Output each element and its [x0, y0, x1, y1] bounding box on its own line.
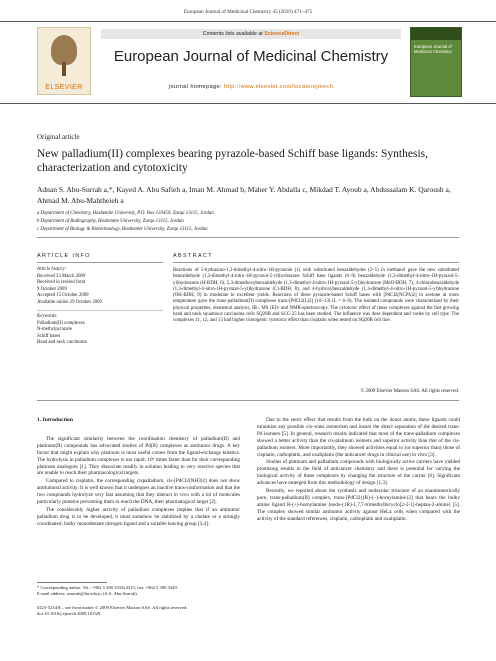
contents-bar [101, 29, 401, 39]
article-history [37, 267, 163, 307]
divider [37, 400, 459, 401]
homepage-prefix: journal homepage: [168, 84, 224, 90]
article-type: Original article [37, 133, 80, 141]
body-column-right [257, 417, 460, 524]
history-label: Article history: [37, 267, 67, 272]
doi-link[interactable]: doi:10.1016/j.ejmech.2009.10.029 [37, 611, 101, 616]
abstract-heading: ABSTRACT [173, 253, 213, 259]
tree-trunk-icon [62, 62, 66, 76]
elsevier-wordmark: ELSEVIER [45, 84, 83, 91]
abstract-copyright: © 2009 Elsevier Masson SAS. All rights reserved. [360, 389, 459, 394]
divider [37, 310, 163, 311]
article-title: New palladium(II) complexes bearing pyrazole-based Schiff base ligands: Synthesis, characterization and cytotoxicity [37, 148, 428, 174]
paragraph: Compared to cisplatin, the corresponding cispalladium, cis-[PdCl2(NH3)2] does not show antitumoral activity. It is well known that it undergoes an inactive trans-conformation and that the two compounds hydrolyze very fast assuming that they interact in vivo with a lot of molecules particularly proteins preventing them to reach the DNA, their pharmalogical target [2]. [37, 478, 240, 506]
history-line: Received in revised form [37, 280, 86, 286]
masthead-bottom-rule [0, 103, 496, 104]
paragraph: Recently, we reported about the synthesis and molecular structure of an enantiomerically pure, trans-palladium(II) complex, trans-[PdCl2{(R)-(−)-bornylamine}2] that bears the bulky amine ligand R-(+)-bornylamine (endo-(1R)-1,7,7-trimethylbicyclo[2-2-1]-heptan-2-amine) [5]. The complex showed similar antitumor activity against HeLa cells when compared with the activity of the standard references, cisplatin, carboplatin and oxaliplatin. [257, 488, 460, 522]
journal-cover-thumbnail[interactable] [410, 27, 462, 97]
sciencedirect-link[interactable]: ScienceDirect [264, 31, 300, 37]
corresponding-author: * Corresponding author. Tel.: +962 5 390 3333x4315; fax: +962 5 390 3349. [37, 585, 178, 590]
history-line: 9 October 2009 [37, 286, 67, 292]
history-line: Accepted 15 October 2009 [37, 293, 89, 299]
affiliation-a: a Department of Chemistry, Hashemite University, P.O. Box 150459, Zarqa 13115, Jordan [37, 211, 214, 216]
affiliation-c: c Department of Biology & Biotechnology, Hashemite University, Zarqa 13115, Jordan [37, 227, 208, 232]
keyword: Schiff bases [37, 333, 61, 339]
paragraph: Due to the steric effect that results from the bulk on the donor atoms, these ligands could minimize any possible cis–trans isomerism and insure the direct separation of the desired trans-Pd isomers [5]. In general, research results indicated that most of the trans-palladium complexes showed a better activity than the cis-platinum isomers and superior activity than that of the cis-palladium isomers. More importantly, they showed activities equal to (or superior than) those of cisplatin, carboplatin, and oxaliplatin (the anticancer drugs in clinical use) in vitro [3]. [257, 417, 460, 458]
tree-icon [51, 35, 77, 65]
paragraph: Studies of platinum and palladium compounds with biologically active carriers have yielded promising results in the field of anticancer chemistry and there is potential for varying the biological activity of these complexes by changing the structure of the carrier [6]. Significant advances have emerged from this methodology of design [1,3]. [257, 459, 460, 487]
keyword: N-methylpyrazole [37, 327, 72, 333]
issn-line: 0223-5234/$ – see front matter © 2009 Elsevier Masson SAS. All rights reserved. [37, 605, 188, 610]
issn-doi [37, 605, 277, 617]
author-list: Adnan S. Abu-Surrah a,*, Kayed A. Abu Safieh a, Iman M. Ahmad b, Maher Y. Abdalla c, Mikdad T. Ayoub a, Abdussalam K. Qaroush a, Ahmad M. Abu-Mahtheieh a [37, 185, 451, 205]
divider [173, 262, 459, 263]
cover-band [411, 28, 461, 40]
footnote [37, 585, 247, 597]
abstract-text: Reactions of 5-hydrazino-1,3-dimethyl-4-nitro-1H-pyrazole (1) with substituted benzaldehydes (2–5) in methanol gave the new substituted benzaldehyde (1,3-dimethyl-4-nitro-1H-pyrazol-5-yl)hydrazone Schiff base ligands (6–9) benzaldehyde (1,3-dimethyl-4-nitro-1H-pyrazol-5-yl)hydrazone (H-BDH, 6), 2,3-dimethoxybenzaldehyde (1,3-dimethyl-4-nitro-1H-pyrazol-5-yl)hydrazone (MeO-BDH, 7), 4-chlorobenzaldehyde (1,3-dimethyl-4-nitro-1H-pyrazol-5-yl)hydrazone (Cl-BDH, 8), and 4-hydroxybenzaldehyde (1,3-dimethyl-4-nitro-1H-pyrazol-5-yl)hydrazone (OH-BDH, 9) in moderate to excellent yields. Reactions of these pyrazole-based Schiff bases with [PdCl2(NCPh)2] in acetone at room temperature gave the trans-palladium(II) complexes trans-[PdCl2(L)2] (10–13) (L = 6–9). The isolated compounds were characterized by their physical properties, elemental analysis, IR-, MS (EI)- and NMR-spectroscopy. The cytotoxic effect of these complexes against the fast growing head and neck squamous carcinoma cells SQ20B and SCC-25 has been studied. The influence was dose dependent and varies by cell type. The complexes 11, 12, and 13 had higher clonogenic cytotoxic effect than cisplatin when tested on SQ20B cell line. [173, 268, 459, 324]
keywords-label: Keywords: [37, 314, 58, 319]
history-line: Available online 29 October 2009 [37, 299, 102, 305]
paragraph: The considerably higher activity of palladium complexes implies that if an antitumor palladium drug is to be developed, it must somehow be stabilized by a chelate or a strongly coordinated, bulky monodentate nitrogen ligand and a suitable leaving group [3,4]. [37, 506, 240, 527]
affiliations [37, 210, 457, 234]
email-address[interactable]: E-mail address: asurrah@hu.edu.jo (A.S. Abu-Surrah). [37, 591, 138, 596]
cover-title: European Journal of Medicinal Chemistry [414, 44, 452, 54]
divider [37, 237, 459, 238]
journal-homepage [101, 84, 401, 90]
body-column-left [37, 417, 240, 529]
journal-title: European Journal of Medicinal Chemistry [113, 48, 389, 65]
homepage-link[interactable]: http://www.elsevier.com/locate/ejmech [223, 84, 334, 90]
contents-prefix: Contents lists available at [202, 31, 265, 37]
masthead-top-rule [0, 21, 496, 22]
keyword: Palladium(II) complexes [37, 320, 85, 326]
paragraph: The significant similarity between the coordination chemistry of palladium(II) and platinum(II) compounds has advocated studies of Pd(II) complexes as antitumor drugs. A key factor that might explain why platinum is most useful comes from the ligand-exchange kinetics. The hydrolysis in palladium complexes is too rapid: 10⁵ times faster than for their corresponding platinum analogues [1]. They dissociate readily in solution leading to very reactive species that are unable to reach their pharmacological targets. [37, 435, 240, 477]
elsevier-logo[interactable] [37, 27, 91, 95]
divider [37, 262, 163, 263]
keywords [37, 314, 163, 347]
keyword: Head and neck carcinoma [37, 340, 87, 346]
journal-reference: European Journal of Medicinal Chemistry 45 (2010) 471–475 [183, 9, 313, 15]
article-info-heading: ARTICLE INFO [37, 253, 91, 259]
footnote-rule [37, 582, 107, 583]
history-line: Received 23 March 2009 [37, 273, 86, 279]
section-heading: 1. Introduction [37, 417, 73, 423]
affiliation-b: b Department of Radiography, Hashemite University, Zarqa 13115, Jordan [37, 219, 184, 224]
